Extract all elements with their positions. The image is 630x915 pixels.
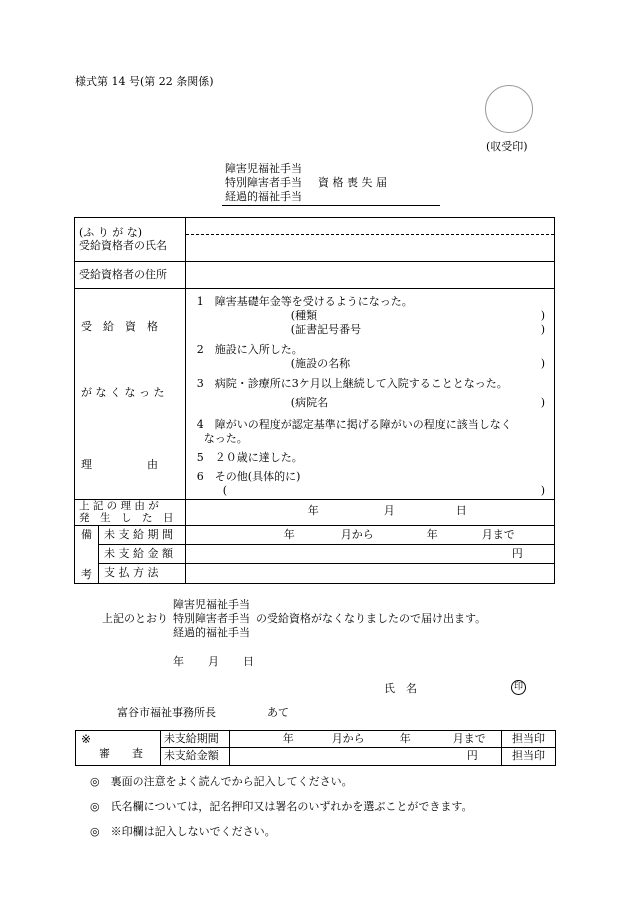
reason-label-2: が な く な っ た: [81, 386, 165, 399]
receipt-stamp-circle: [485, 85, 533, 133]
review-period-cell: [229, 731, 501, 748]
reason-item-1[interactable]: 1 障害基礎年金等を受けるようになった。: [196, 295, 413, 308]
amount-yen-unit: 円: [511, 547, 523, 560]
furigana-divider: [186, 234, 554, 235]
date-month-unit: 月: [383, 504, 395, 517]
staff-seal-label-2: 担当印: [502, 748, 556, 766]
reason-label-cell: [75, 289, 186, 500]
period-to-month: 月まで: [481, 528, 515, 541]
submit-day-unit: 日: [243, 655, 254, 668]
reason-item-2-facility: (施設の名称: [290, 357, 351, 370]
name-label-cell: [75, 218, 186, 262]
unpaid-period-cell[interactable]: [185, 526, 554, 545]
remarks-amount-row: [75, 545, 555, 564]
unpaid-amount-label: 未 支 給 金 額: [98, 545, 185, 564]
reason-item-6[interactable]: 6 その他(具体的に): [196, 470, 301, 483]
unpaid-amount-cell[interactable]: [185, 545, 554, 564]
remarks-label-top: 備: [81, 528, 92, 541]
remarks-payment-row: [75, 564, 555, 584]
signature-name-label: 氏 名: [384, 682, 417, 695]
date-input-cell[interactable]: [185, 500, 554, 526]
declaration-tail: の受給資格がなくなりましたので届け出ます。: [256, 612, 487, 625]
close-paren: ): [540, 309, 546, 322]
review-from-year: 年: [282, 732, 294, 745]
review-label-cell: [76, 731, 161, 766]
address-row: [75, 262, 555, 289]
name-row: [75, 218, 555, 262]
title-suffix: 資 格 喪 失 届: [318, 176, 387, 189]
note-3: ◎ ※印欄は記入しないでください。: [90, 825, 276, 838]
receipt-stamp-label: (収受印): [486, 140, 528, 153]
declaration-allowance-3: 経過的福祉手当: [173, 626, 250, 639]
title-underline: [222, 205, 440, 206]
title-allowance-3: 経過的福祉手当: [225, 190, 302, 203]
note-1: ◎ 裏面の注意をよく読んでから記入してください。: [90, 775, 353, 788]
review-table: [75, 730, 556, 766]
name-label: 受給資格者の氏名: [79, 238, 167, 252]
submit-month-unit: 月: [208, 655, 219, 668]
reason-item-1-cert: (証書記号番号: [290, 323, 362, 336]
payment-method-label: 支 払 方 法: [98, 564, 185, 584]
date-label-1: 上 記 の 理 由 が: [79, 499, 159, 512]
date-day-unit: 日: [455, 504, 467, 517]
name-input-cell[interactable]: [185, 218, 554, 262]
reason-label-1: 受 給 資 格: [81, 320, 158, 333]
period-from-year: 年: [283, 528, 295, 541]
recipient-suffix: あて: [267, 706, 289, 719]
declaration-lead: 上記のとおり: [102, 612, 168, 625]
reason-item-5[interactable]: 5 ２０歳に達した。: [196, 451, 303, 464]
review-from-month: 月から: [331, 732, 365, 745]
reason-label-3: 理 由: [81, 458, 158, 471]
review-yen-unit: 円: [466, 749, 478, 762]
close-paren: ): [540, 484, 546, 497]
date-row: [75, 500, 555, 526]
furigana-label: (ふ り が な): [79, 225, 143, 239]
close-paren: ): [540, 323, 546, 336]
period-from-month: 月から: [340, 528, 374, 541]
recipient-office: 富谷市福祉事務所長: [117, 706, 216, 719]
review-label: 審 査: [99, 747, 143, 760]
title-allowance-2: 特別障害者手当: [225, 176, 302, 189]
reason-item-1-type: (種類: [290, 309, 318, 322]
seal-mark-icon: 印: [511, 680, 526, 695]
open-paren: (: [222, 484, 228, 497]
main-form-table: [74, 217, 555, 584]
reason-row: [75, 289, 555, 500]
reason-item-3-hospital: (病院名: [290, 396, 329, 409]
review-asterisk: ※: [81, 732, 92, 746]
date-label-cell: [75, 500, 186, 526]
remarks-label-cell: [75, 526, 99, 584]
close-paren: ): [540, 396, 546, 409]
review-to-year: 年: [399, 732, 411, 745]
close-paren: ): [540, 357, 546, 370]
review-amount-cell: [229, 748, 501, 766]
reason-item-4[interactable]: 4 障がいの程度が認定基準に掲げる障がいの程度に該当しなく: [196, 418, 512, 431]
review-unpaid-amount-label: 未支給金額: [160, 748, 229, 766]
remarks-label-bottom: 考: [81, 568, 92, 581]
address-label: 受給資格者の住所: [75, 262, 186, 289]
remarks-period-row: [75, 526, 555, 545]
date-label-2: 発 生 し た 日: [79, 511, 174, 524]
declaration-allowance-1: 障害児福祉手当: [173, 598, 250, 611]
review-unpaid-period-label: 未支給期間: [160, 731, 229, 748]
review-to-month: 月まで: [452, 732, 486, 745]
staff-seal-label-1: 担当印: [502, 731, 556, 748]
unpaid-period-label: 未 支 給 期 間: [98, 526, 185, 545]
period-to-year: 年: [426, 528, 438, 541]
reason-item-3[interactable]: 3 病院・診療所に3ケ月以上継続して入院することとなった。: [196, 377, 508, 390]
form-number: 様式第 14 号(第 22 条関係): [75, 75, 214, 88]
reason-item-4-cont: なった。: [203, 432, 248, 445]
declaration-allowance-2: 特別障害者手当: [173, 612, 250, 625]
address-input-cell[interactable]: [185, 262, 554, 289]
reason-item-2[interactable]: 2 施設に入所した。: [196, 343, 303, 356]
note-2: ◎ 氏名欄については，記名押印又は署名のいずれかを選ぶことができます。: [90, 800, 473, 813]
review-period-row: [76, 731, 556, 748]
title-allowance-1: 障害児福祉手当: [225, 162, 302, 175]
submit-year-unit: 年: [173, 655, 184, 668]
reason-options-cell[interactable]: [185, 289, 554, 500]
payment-method-cell[interactable]: [185, 564, 554, 584]
date-year-unit: 年: [307, 504, 319, 517]
